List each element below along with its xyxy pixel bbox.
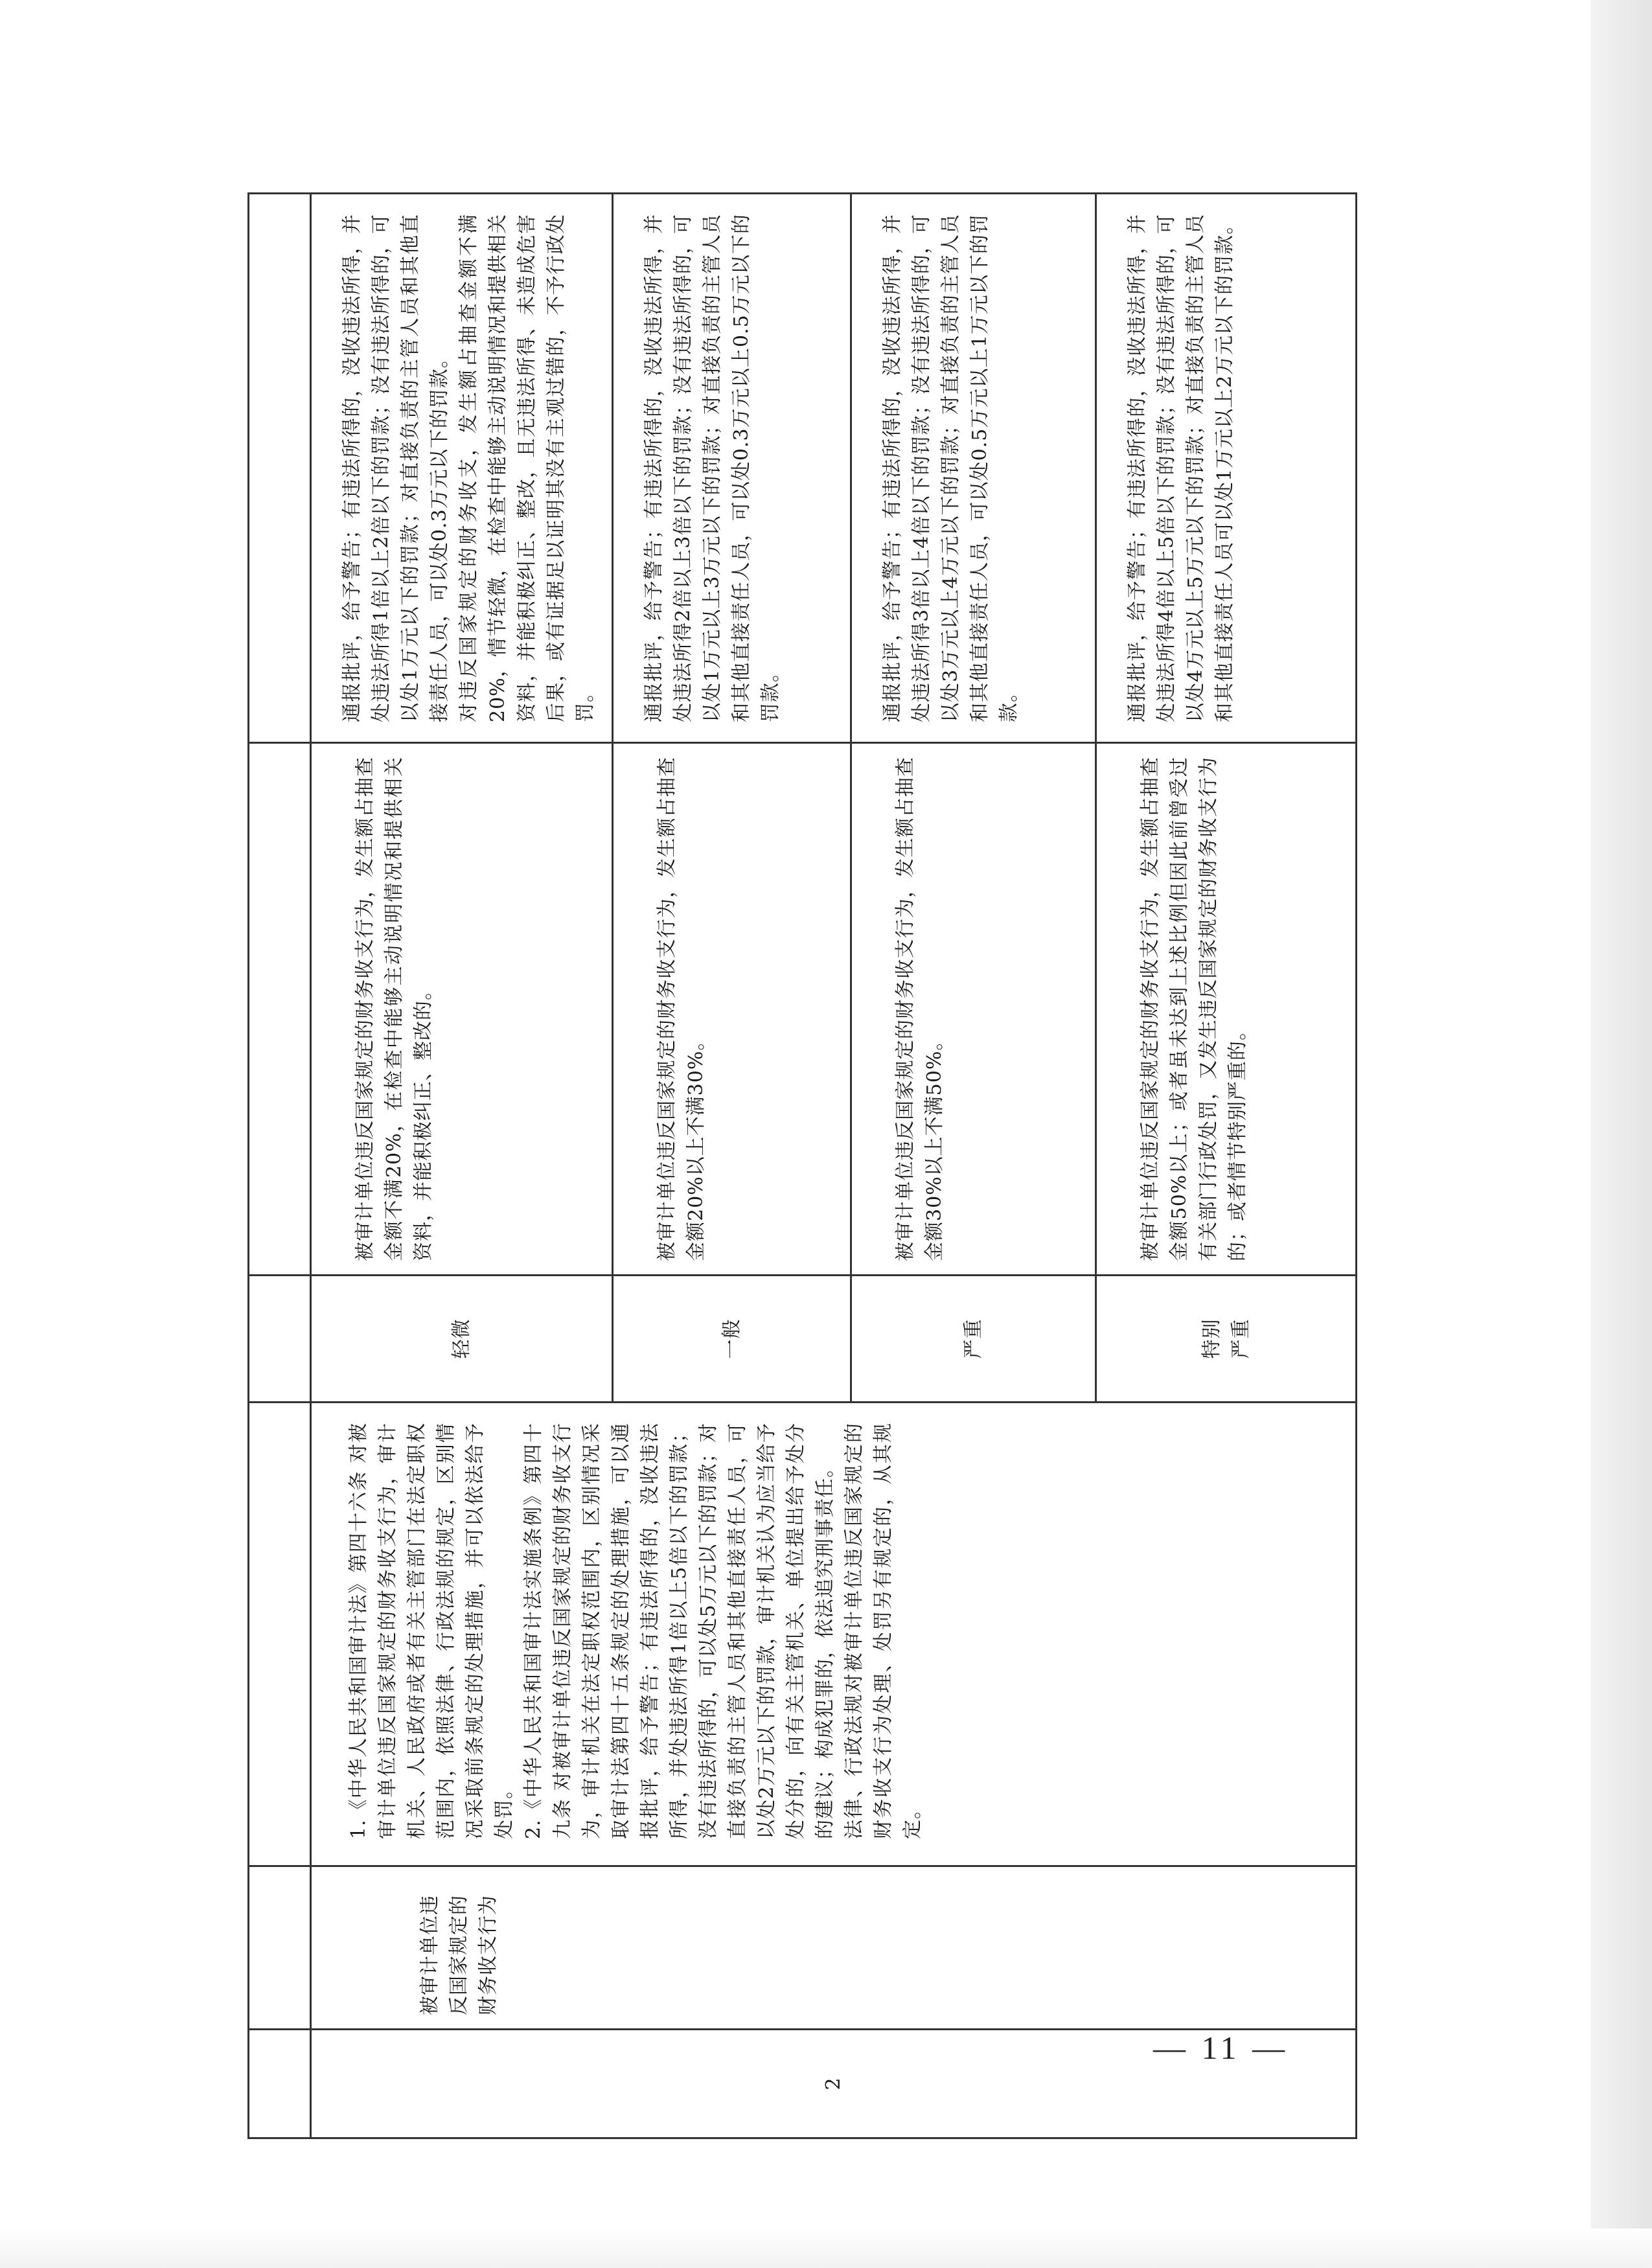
penalty-text: 通报批评，给予警告；有违法所得的，没收违法所得，并处违法所得3倍以上4倍以下的罚款；没有违法所得的，可以处3万元以上4万元以下的罚款；对直接负责的主管人员和其他直接责任人员，可以处0.5万元以上1万元以下的罚款。 xyxy=(881,214,1020,722)
level-label: 轻微 xyxy=(450,1318,473,1359)
legal-basis-text: 1.《中华人民共和国审计法》第四十六条 对被审计单位违反国家规定的财务收支行为，审计机关、人民政府或者有关主管部门在法定职权范围内，依照法律、行政法规的规定，区别情况采取前条规定的处理措施，并可以依法给予处罚。 2.《中华人民共和国审计法实施条例》第四十九条 对被审计单位违反国家规定的财务收支行为，审计机关在法定职权范围内，区别情况采取审计法第四十五条规定的处理措施，可以通报批评，给予警告；有违法所得的，没收违法所得，并处违法所得1倍以上5倍以下的罚款；没有违法所得的，可以处5万元以下的罚款；对直接负责的主管人员和其他直接责任人员，可以处2万元以下的罚款，审计机关认为应当给予处分的，向有关主管机关、单位提出给予处分的建议；构成犯罪的，依法追究刑事责任。 法律、行政法规对被审计单位违反国家规定的财务收支行为处理、处罚另有规定的，从其规定。 xyxy=(347,1423,924,1839)
cell-blank xyxy=(249,1866,311,2030)
cell-blank xyxy=(249,1403,311,1866)
condition-text: 被审计单位违反国家规定的财务收支行为，发生额占抽查金额50%以上；或者虽未达到上述比例但因此前曾受过有关部门行政处罚，又发生违反国家规定的财务收支行为的；或者情节特别严重的。 xyxy=(1139,757,1249,1261)
row-number: 2 xyxy=(822,2077,845,2090)
level-label: 一般 xyxy=(720,1318,743,1359)
legal-basis-cell xyxy=(311,1403,1357,1866)
table-row-top-margin xyxy=(249,194,311,2138)
condition-cell xyxy=(1096,743,1357,1276)
condition-cell xyxy=(311,743,613,1276)
penalty-text: 通报批评，给予警告；有违法所得的，没收违法所得，并处违法所得4倍以上5倍以下的罚款；没有违法所得的，可以处4万元以上5万元以下的罚款；对直接负责的主管人员和其他直接责任人员可以处1万元以上2万元以下的罚款。 xyxy=(1126,214,1236,722)
penalty-cell xyxy=(613,194,851,743)
cell-blank xyxy=(249,743,311,1276)
penalty-cell xyxy=(311,194,613,743)
penalty-text: 通报批评，给予警告；有违法所得的，没收违法所得，并处违法所得2倍以上3倍以下的罚款；没有违法所得的，可以处1万元以上3万元以下的罚款；对直接负责的主管人员和其他直接责任人员，可以处0.3万元以上0.5万元以下的罚款。 xyxy=(643,214,782,722)
table-row xyxy=(311,194,613,2138)
condition-cell xyxy=(851,743,1096,1276)
condition-text: 被审计单位违反国家规定的财务收支行为，发生额占抽查金额20%以上不满30%。 xyxy=(656,757,707,1261)
penalty-cell xyxy=(1096,194,1357,743)
scan-edge-bottom xyxy=(0,2228,1652,2268)
item-name-cell xyxy=(311,1866,1357,2030)
level-cell xyxy=(1096,1276,1357,1403)
condition-cell xyxy=(613,743,851,1276)
page-number: — 11 — xyxy=(1153,2030,1289,2066)
penalty-standard-table xyxy=(247,192,1357,2139)
scan-edge xyxy=(1590,0,1652,2268)
cell-blank xyxy=(249,2030,311,2138)
condition-text: 被审计单位违反国家规定的财务收支行为，发生额占抽查金额不满20%，在检查中能够主动说明情况和提供相关资料，并能积极纠正、整改的。 xyxy=(354,757,435,1261)
penalty-cell xyxy=(851,194,1096,743)
level-cell xyxy=(613,1276,851,1403)
level-label: 特别严重 xyxy=(1200,1318,1252,1359)
level-cell xyxy=(851,1276,1096,1403)
rotated-table-page xyxy=(247,194,1355,2139)
cell-blank xyxy=(249,1276,311,1403)
cell-blank xyxy=(249,194,311,743)
level-label: 严重 xyxy=(962,1318,985,1359)
penalty-text: 通报批评，给予警告；有违法所得的，没收违法所得，并处违法所得1倍以上2倍以下的罚款；没有违法所得的，可以处1万元以下的罚款；对直接负责的主管人员和其他直接责任人员，可以处0.3万元以下的罚款。 对违反国家规定的财务收支，发生额占抽查金额不满20%，情节轻微，在检查中能够主动说明情况和提供相关资料，并能积极纠正、整改，且无违法所得、未造成危害后果，或有证据足以证明其没有主观过错的，不予行政处罚。 xyxy=(341,214,597,722)
item-name: 被审计单位违反国家规定的财务收支行为 xyxy=(419,1895,499,2015)
condition-text: 被审计单位违反国家规定的财务收支行为，发生额占抽查金额30%以上不满50%。 xyxy=(894,757,946,1261)
level-cell xyxy=(311,1276,613,1403)
